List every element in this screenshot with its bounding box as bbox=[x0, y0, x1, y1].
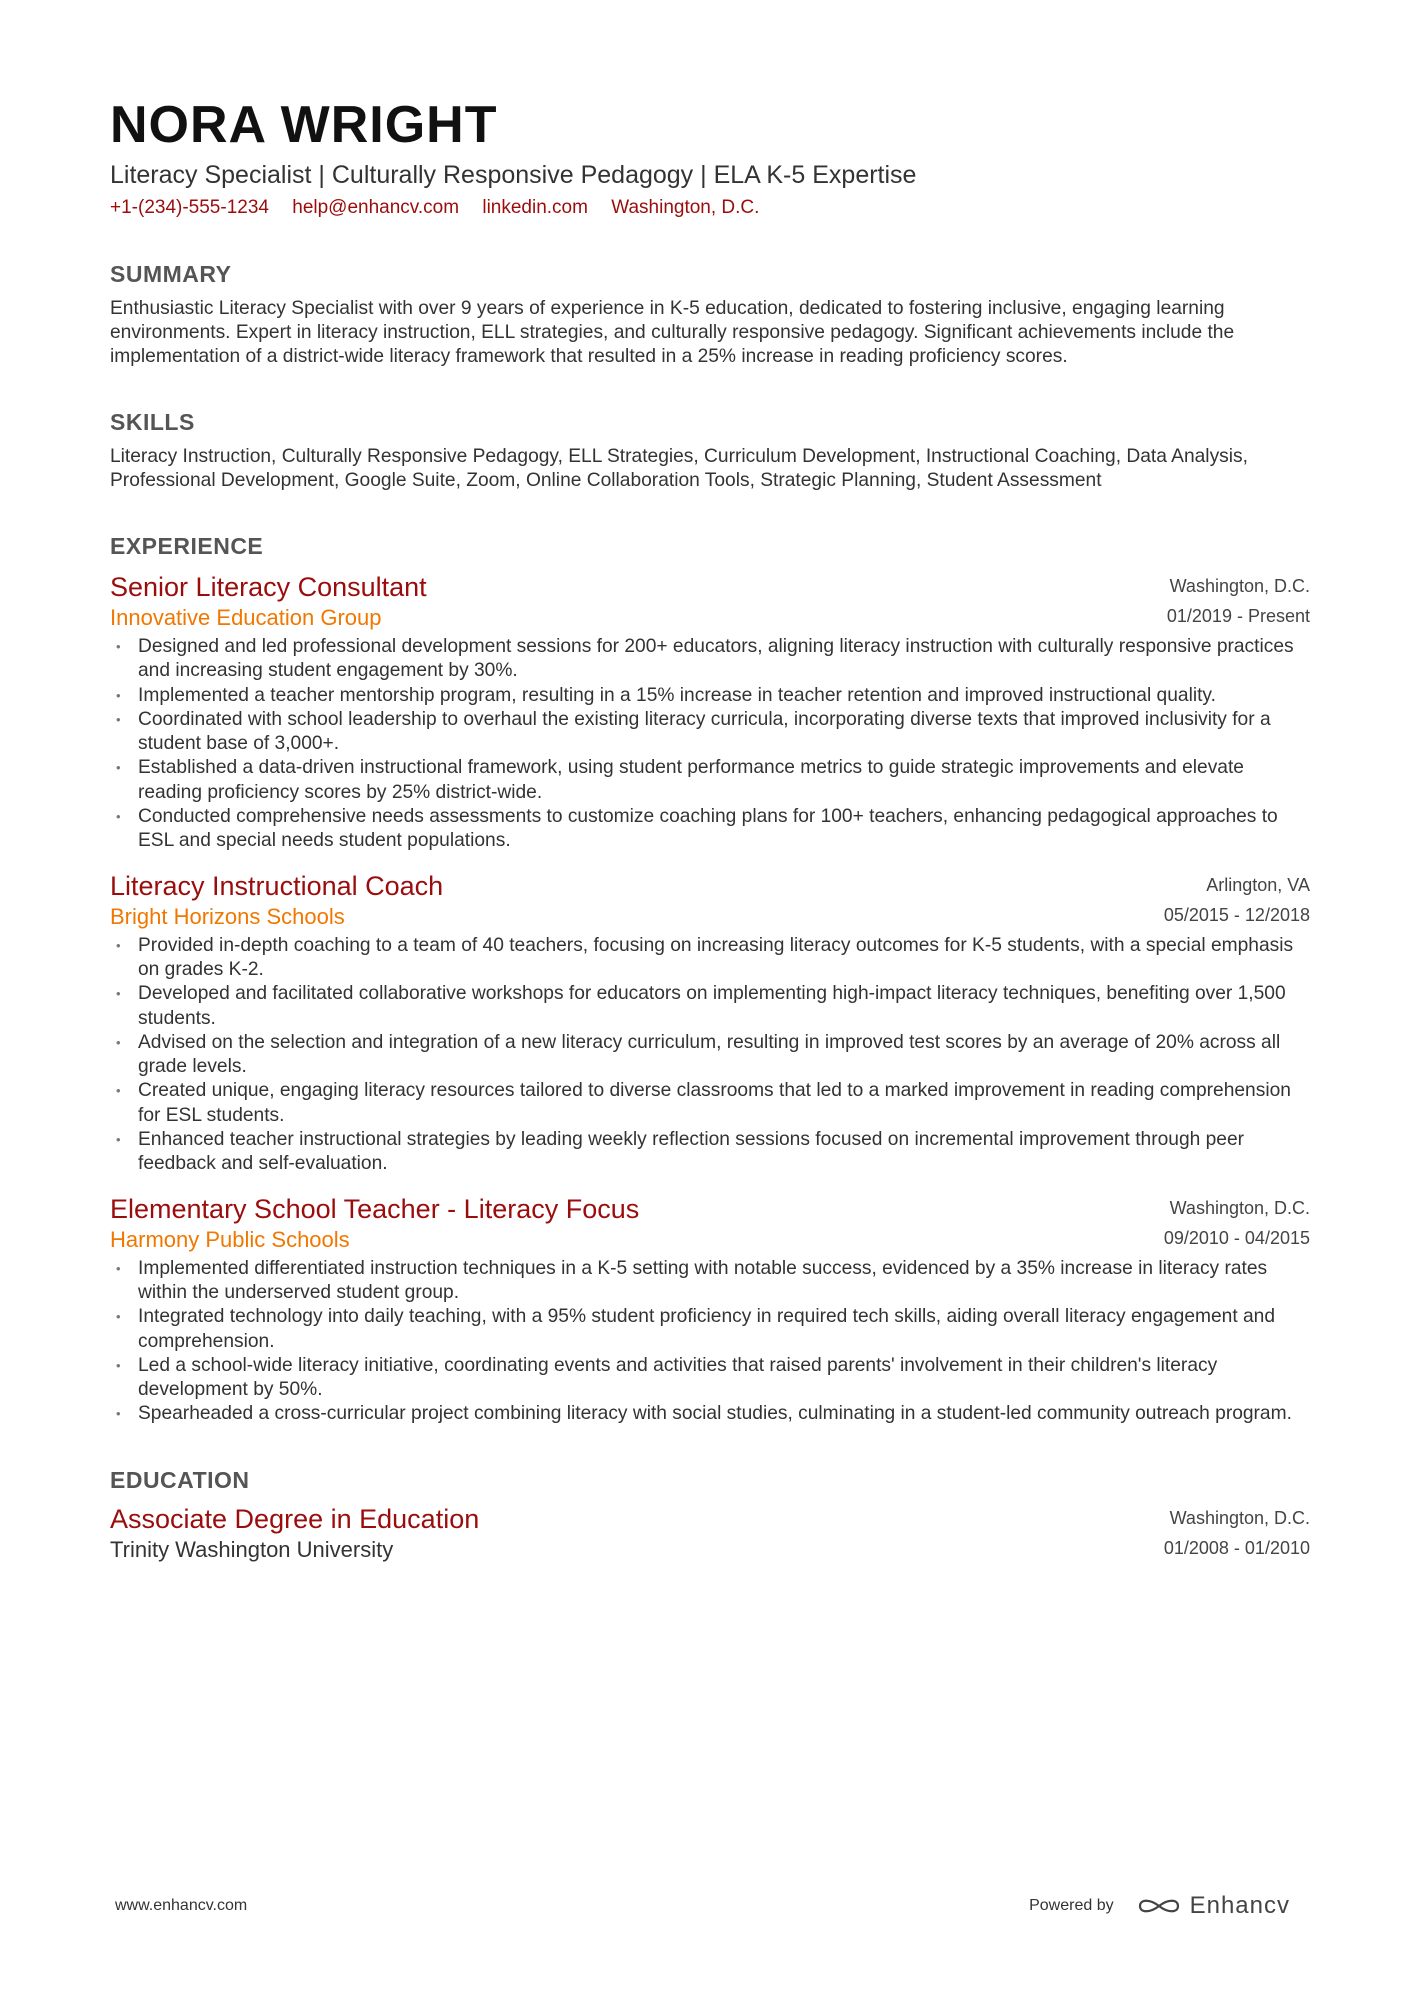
bullet-item: • Integrated technology into daily teaching, with a 95% student proficiency in required tech skills, aiding overall literacy engagement and comprehension. bbox=[110, 1305, 1310, 1354]
degree-title: Associate Degree in Education bbox=[110, 1503, 480, 1534]
bullet-item: • Designed and led professional development sessions for 200+ educators, aligning literacy instruction with culturally responsive practices and increasing student engagement by 30%. bbox=[110, 635, 1310, 684]
brand-name: Enhancv bbox=[1189, 1892, 1290, 1919]
job-dates: 05/2015 - 12/2018 bbox=[1163, 904, 1310, 925]
experience-section bbox=[110, 531, 1310, 1427]
section-title-education: EDUCATION bbox=[110, 1466, 250, 1493]
bullet-item: • Developed and facilitated collaborative workshops for educators on implementing high-impact literacy techniques, benefiting over 1,500 students. bbox=[110, 982, 1310, 1031]
page-footer bbox=[115, 1892, 1310, 1920]
education-section bbox=[110, 1465, 1310, 1565]
job-title: Senior Literacy Consultant bbox=[110, 572, 427, 602]
bullet-item: • Established a data-driven instructional framework, using student performance metrics to guide strategic improvements and elevate reading proficiency scores by 25% district-wide. bbox=[110, 756, 1310, 805]
section-title-skills: SKILLS bbox=[110, 409, 195, 435]
job-dates: 01/2019 - Present bbox=[1166, 606, 1310, 626]
job-title: Elementary School Teacher - Literacy Focus bbox=[110, 1193, 640, 1224]
job-entry bbox=[110, 571, 1310, 854]
bullet-item: • Led a school-wide literacy initiative, coordinating events and activities that raised parents' involvement in their children's literacy development by 50%. bbox=[110, 1354, 1310, 1403]
skills-list: Literacy Instruction, Culturally Responsive Pedagogy, ELL Strategies, Curriculum Development, Instructional Coaching, Data Analysis, Professional Development, Google Suite, Zoom, Online Collaboration Tools, Strategic Planning, Student Assessment bbox=[110, 446, 1248, 491]
enhancv-infinity-icon bbox=[1136, 1894, 1182, 1918]
job-bullets bbox=[110, 934, 1310, 1177]
job-location: Washington, D.C. bbox=[1169, 1197, 1310, 1218]
job-entry bbox=[110, 1193, 1310, 1427]
bullet-item: • Provided in-depth coaching to a team of 40 teachers, focusing on increasing literacy outcomes for K-5 students, with a special emphasis on grades K-2. bbox=[110, 934, 1310, 983]
phone-link[interactable]: +1-(234)-555-1234 bbox=[110, 197, 269, 218]
section-title-experience: EXPERIENCE bbox=[110, 533, 264, 559]
bullet-item: • Created unique, engaging literacy resources tailored to diverse classrooms that led to a marked improvement in reading comprehension for ESL students. bbox=[110, 1079, 1310, 1128]
bullet-item: • Spearheaded a cross-curricular project combining literacy with social studies, culminating in a student-led community outreach program. bbox=[110, 1402, 1310, 1426]
bullet-item: • Implemented a teacher mentorship program, resulting in a 15% increase in teacher retention and improved instructional quality. bbox=[110, 684, 1310, 708]
job-bullets bbox=[110, 635, 1310, 854]
email-link[interactable]: help@enhancv.com bbox=[292, 197, 460, 218]
bullet-item: • Conducted comprehensive needs assessments to customize coaching plans for 100+ teachers, enhancing pedagogical approaches to ESL and special needs student populations. bbox=[110, 805, 1310, 854]
section-title-summary: SUMMARY bbox=[110, 261, 232, 287]
bullet-item: • Advised on the selection and integration of a new literacy curriculum, resulting in improved test scores by an average of 20% across all grade levels. bbox=[110, 1031, 1310, 1080]
enhancv-logo bbox=[1136, 1892, 1290, 1920]
job-company: Bright Horizons Schools bbox=[110, 903, 345, 929]
job-dates: 09/2010 - 04/2015 bbox=[1163, 1227, 1310, 1248]
candidate-name: NORA WRIGHT bbox=[110, 96, 498, 154]
bullet-item: • Implemented differentiated instruction techniques in a K-5 setting with notable success, evidenced by a 35% increase in literacy rates within the underserved student group. bbox=[110, 1257, 1310, 1306]
bullet-item: • Coordinated with school leadership to overhaul the existing literacy curricula, incorporating diverse texts that improved inclusivity for a student base of 3,000+. bbox=[110, 708, 1310, 757]
education-dates: 01/2008 - 01/2010 bbox=[1163, 1537, 1310, 1558]
education-location: Washington, D.C. bbox=[1169, 1507, 1310, 1528]
job-company: Harmony Public Schools bbox=[110, 1226, 350, 1252]
job-location: Washington, D.C. bbox=[1169, 576, 1310, 596]
skills-section bbox=[110, 407, 1310, 493]
job-bullets bbox=[110, 1257, 1310, 1427]
linkedin-link[interactable]: linkedin.com bbox=[482, 197, 588, 218]
resume-page bbox=[110, 95, 1310, 1565]
powered-by-text: Powered by bbox=[1029, 1897, 1114, 1914]
bullet-item: • Enhanced teacher instructional strategies by leading weekly reflection sessions focused on incremental improvement through peer feedback and self-evaluation. bbox=[110, 1128, 1310, 1177]
job-company: Innovative Education Group bbox=[110, 605, 382, 630]
summary-section bbox=[110, 259, 1310, 369]
job-location: Arlington, VA bbox=[1206, 874, 1310, 895]
contact-info bbox=[110, 195, 1310, 221]
job-title: Literacy Instructional Coach bbox=[110, 870, 444, 901]
headline: Literacy Specialist | Culturally Responsive Pedagogy | ELA K-5 Expertise bbox=[110, 161, 917, 189]
summary-text: Enthusiastic Literacy Specialist with over 9 years of experience in K-5 education, dedicated to fostering inclusive, engaging learning environments. Expert in literacy instruction, ELL strategies, and culturally responsive pedagogy. Significant achievements include the implementation of a district-wide literacy framework that resulted in a 25% increase in reading proficiency scores. bbox=[110, 298, 1235, 367]
location-text: Washington, D.C. bbox=[611, 197, 760, 218]
school-name: Trinity Washington University bbox=[110, 1536, 394, 1562]
job-entry bbox=[110, 870, 1310, 1177]
footer-website-link[interactable]: www.enhancv.com bbox=[115, 1897, 248, 1914]
